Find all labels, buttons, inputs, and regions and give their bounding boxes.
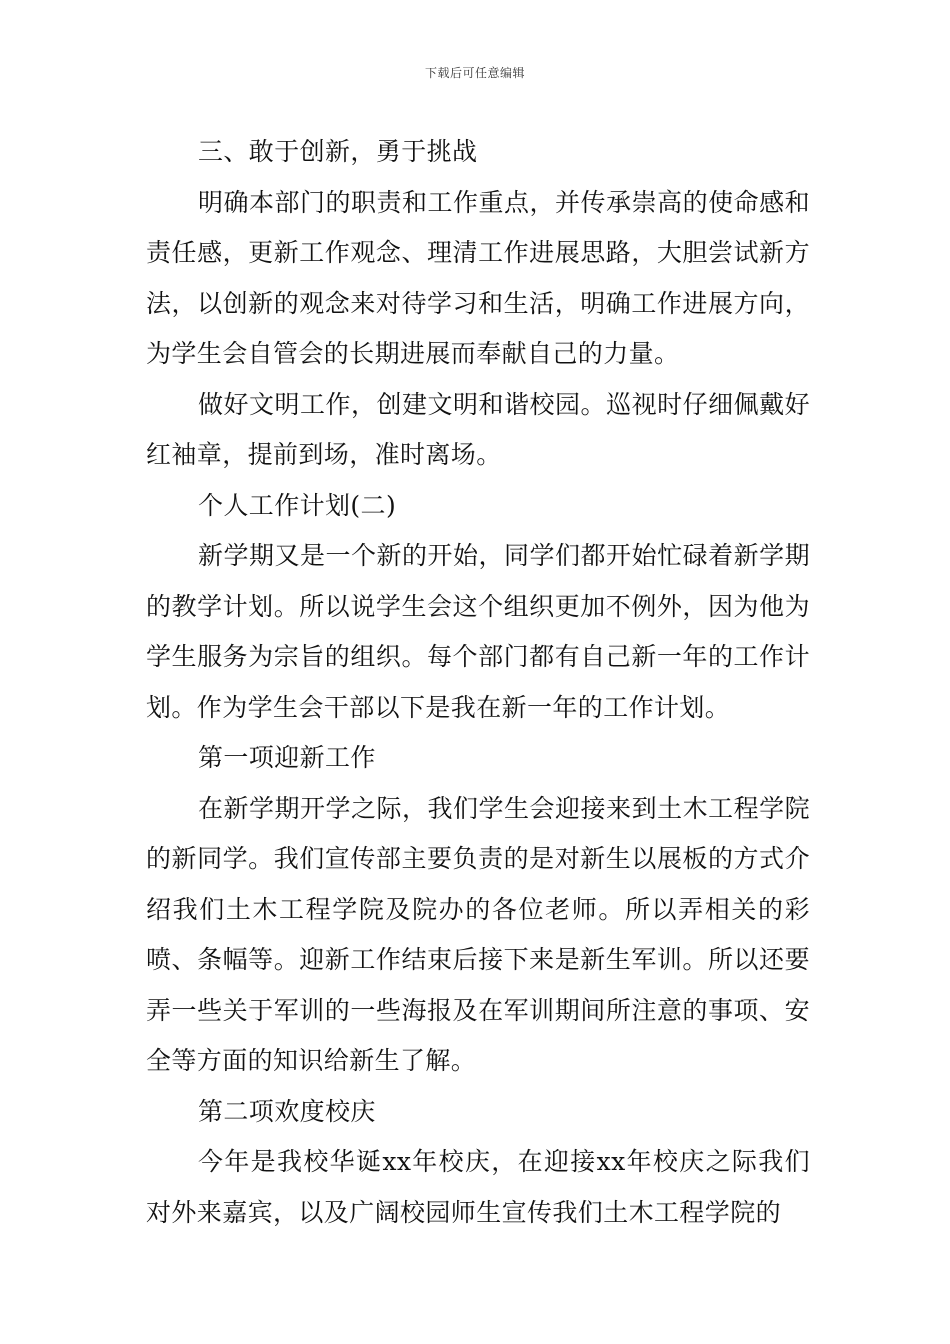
section-heading: 个人工作计划(二) — [198, 490, 397, 520]
paragraph: 在新学期开学之际，我们学生会迎接来到土木工程学院的新同学。我们宣传部主要负责的是对新生以展板的方式介绍我们土木工程学院及院办的各位老师。所以弄相关的彩喷、条幅等。迎新工作结束后接下来是新生军训。所以还要弄一些关于军训的一些海报及在军训期间所注意的事项、安全等方面的知识给新生了解。 — [146, 793, 810, 1075]
document-body — [146, 127, 810, 1238]
paragraph: 今年是我校华诞xx年校庆，在迎接xx年校庆之际我们对外来嘉宾，以及广阔校园师生宣传我们土木工程学院的 — [146, 1147, 810, 1227]
section-heading: 第一项迎新工作 — [198, 743, 376, 772]
paragraph: 明确本部门的职责和工作重点，并传承崇高的使命感和责任感，更新工作观念、理清工作进展思路，大胆尝试新方法，以创新的观念来对待学习和生活，明确工作进展方向，为学生会自管会的长期进展而奉献自己的力量。 — [146, 187, 810, 368]
page-header: 下载后可任意编辑 — [424, 66, 525, 80]
paragraph: 新学期又是一个新的开始，同学们都开始忙碌着新学期的教学计划。所以说学生会这个组织更加不例外，因为他为学生服务为宗旨的组织。每个部门都有自己新一年的工作计划。作为学生会干部以下是我在新一年的工作计划。 — [146, 541, 810, 722]
paragraph: 做好文明工作，创建文明和谐校园。巡视时仔细佩戴好红袖章，提前到场，准时离场。 — [146, 389, 810, 469]
section-heading: 三、敢于创新，勇于挑战 — [198, 137, 478, 166]
section-heading: 第二项欢度校庆 — [198, 1096, 376, 1126]
